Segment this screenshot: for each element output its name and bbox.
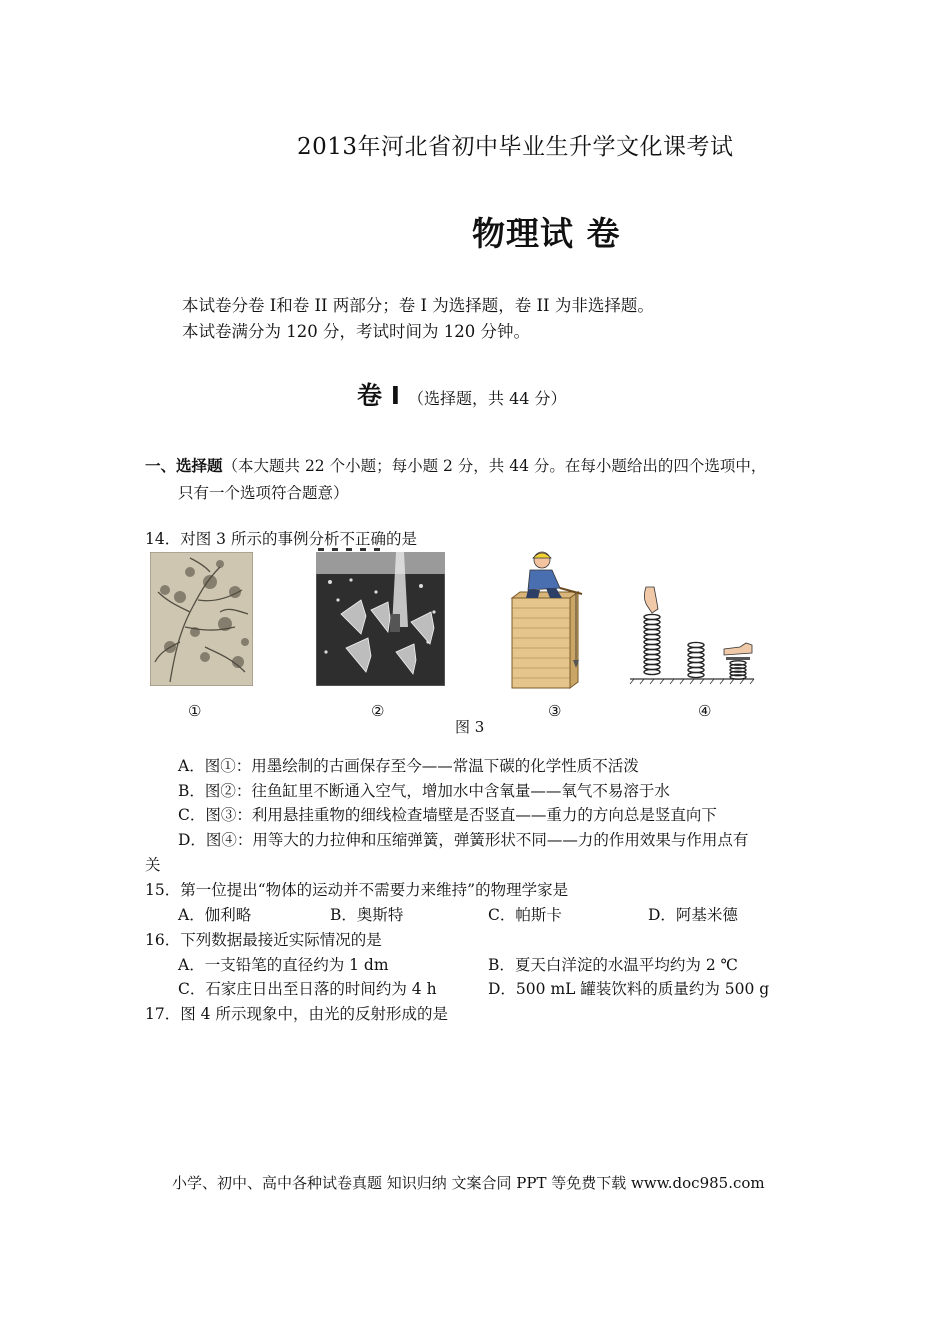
q16-option-d: D．500 mL 罐装饮料的质量约为 500 g <box>488 980 770 998</box>
section-subtitle: （选择题，共 44 分） <box>408 389 567 408</box>
q16-option-c: C．石家庄日出至日落的时间约为 4 h <box>178 980 437 998</box>
part-desc-line-1: （本大题共 22 个小题；每小题 2 分，共 44 分。在每小题给出的四个选项中， <box>222 457 767 475</box>
q14-option-a: A．图①：用墨绘制的古画保存至今——常温下碳的化学性质不活泼 <box>178 757 639 775</box>
q15-option-a: A．伽利略 <box>178 906 252 924</box>
q14-option-c: C．图③：利用悬挂重物的细线检查墙壁是否竖直——重力的方向总是竖直向下 <box>178 806 717 824</box>
q14-option-d: D．图④：用等大的力拉伸和压缩弹簧，弹簧形状不同——力的作用效果与作用点有 <box>178 831 749 849</box>
exam-title: 2013年河北省初中毕业生升学文化课考试 <box>297 134 734 160</box>
figure-plumb-line <box>490 548 600 690</box>
q15-option-d: D．阿基米德 <box>648 906 738 924</box>
figure-ink-painting <box>150 552 253 686</box>
q14-stem: 14．对图 3 所示的事例分析不正确的是 <box>145 530 417 548</box>
part-desc-line-2: 只有一个选项符合题意） <box>178 484 349 502</box>
figure-label-4: ④ <box>698 702 712 720</box>
section-header <box>357 376 567 412</box>
figure-caption: 图 3 <box>455 718 485 736</box>
q14-option-d-wrap: 关 <box>145 856 161 874</box>
q17-stem: 17．图 4 所示现象中，由光的反射形成的是 <box>145 1005 448 1023</box>
q15-option-c: C．帕斯卡 <box>488 906 562 924</box>
figure-label-3: ③ <box>548 702 562 720</box>
paper-title: 物理试 卷 <box>472 214 621 253</box>
q16-stem: 16．下列数据最接近实际情况的是 <box>145 931 382 949</box>
figure-label-1: ① <box>188 702 202 720</box>
q16-option-a: A．一支铅笔的直径约为 1 dm <box>178 956 389 974</box>
footer-text: 小学、初中、高中各种试卷真题 知识归纳 文案合同 PPT 等免费下载 www.doc985.com <box>172 1174 765 1192</box>
q16-option-b: B．夏天白洋淀的水温平均约为 2 ℃ <box>488 956 738 974</box>
q15-option-b: B．奥斯特 <box>330 906 404 924</box>
section-title: 卷 I <box>357 381 401 410</box>
part-label: 一、选择题 <box>145 457 223 475</box>
figure-springs <box>628 585 758 685</box>
intro-line-2: 本试卷满分为 120 分，考试时间为 120 分钟。 <box>182 322 530 341</box>
figure-label-2: ② <box>371 702 385 720</box>
dotted-mark <box>318 547 388 553</box>
intro-line-1: 本试卷分卷 I和卷 II 两部分；卷 I 为选择题，卷 II 为非选择题。 <box>182 296 654 315</box>
part-header <box>145 454 766 476</box>
q14-option-b: B．图②：往鱼缸里不断通入空气，增加水中含氧量——氧气不易溶于水 <box>178 782 670 800</box>
q15-stem: 15．第一位提出“物体的运动并不需要力来维持”的物理学家是 <box>145 881 569 899</box>
figure-aquarium <box>316 552 445 686</box>
